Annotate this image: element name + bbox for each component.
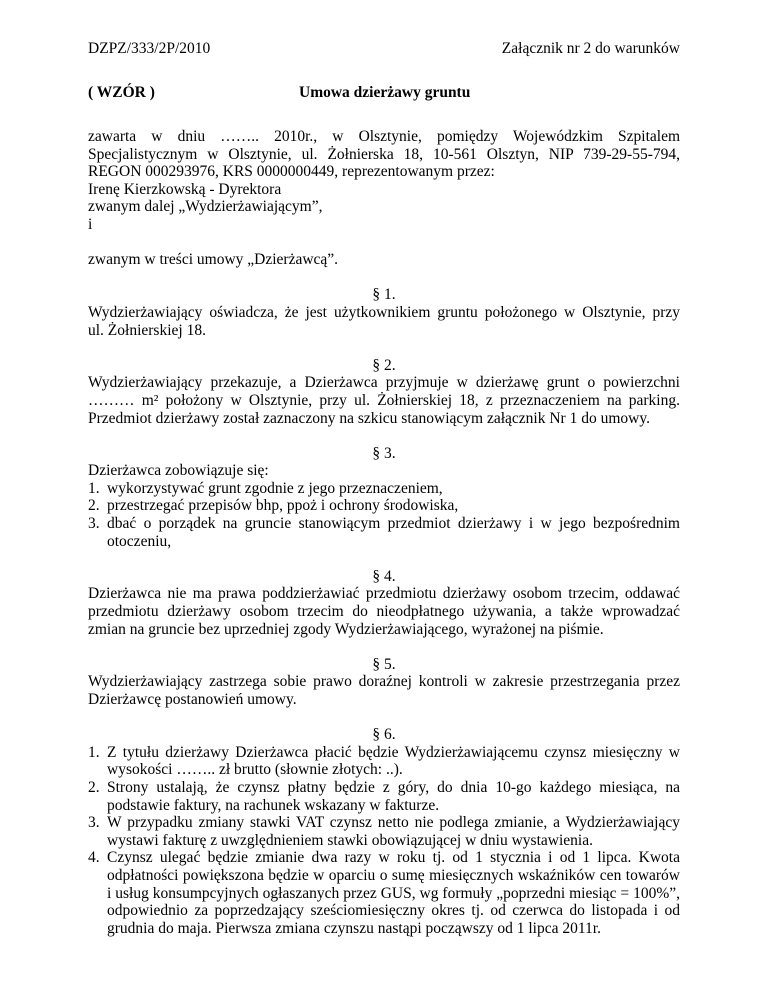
section-1 <box>88 286 680 339</box>
list-number: 1. <box>88 479 100 497</box>
section-heading: § 6. <box>372 726 396 744</box>
list-item <box>88 779 680 814</box>
list-item <box>88 849 680 937</box>
list-number: 4. <box>88 849 100 867</box>
list-text: Z tytułu dzierżawy Dzierżawca płacić będzie Wydzierżawiającemu czynsz miesięczny w wysokości …….. zł brutto (słownie złotych: ..). <box>107 743 680 779</box>
section-line: Przedmiot dzierżawy został zaznaczony na szkicu stanowiącym załącznik Nr 1 do umowy. <box>88 409 650 427</box>
list-text: wykorzystywać grunt zgodnie z jego przeznaczeniem, <box>107 479 443 497</box>
section-line: zmian na gruncie bez uprzedniej zgody Wydzierżawiającego, wyrażonej na piśmie. <box>88 620 604 638</box>
list-number: 3. <box>88 814 100 832</box>
intro-paragraph <box>88 128 680 269</box>
section-heading: § 3. <box>372 444 396 462</box>
section-heading: § 2. <box>372 356 396 374</box>
title-row <box>88 84 680 102</box>
intro-line: zwanym dalej „Wydzierżawiającym”, <box>88 198 323 216</box>
list-item <box>88 814 680 849</box>
intro-line: i <box>88 215 93 233</box>
list-number: 2. <box>88 778 100 796</box>
intro-line: zwanym w treści umowy „Dzierżawcą”. <box>88 251 339 269</box>
section-line: Wydzierżawiający zastrzega sobie prawo doraźnej kontroli w zakresie przestrzegania przez <box>88 673 680 691</box>
list-text: dbać o porządek na gruncie stanowiącym przedmiot dzierżawy i w jego bezpośrednim otoczeniu, <box>107 515 680 550</box>
list-text: W przypadku zmiany stawki VAT czynsz netto nie podlega zmianie, a Wydzierżawiający wystawi fakturę z uwzględnieniem stawki obowiązującej w dniu wystawienia. <box>107 814 680 849</box>
list-item <box>88 497 680 515</box>
list-text: Czynsz ulegać będzie zmianie dwa razy w roku tj. od 1 stycznia i od 1 lipca. Kwota odpłatności powiększona będzie w oparciu o sumę miesięcznych wskaźników cen towarów i usług konsumpcyjnych ogłaszanych przez GUS, wg formuły „poprzedni miesiąc = 100%”, odpowiednio za poprzedzający sześciomiesięczny okres tj. od czerwca do listopada i od grudnia do maja. Pierwsza zmiana czynszu nastąpi począwszy od 1 lipca 2011r. <box>107 849 680 937</box>
list-text: przestrzegać przepisów bhp, ppoż i ochrony środowiska, <box>107 497 459 515</box>
section-line: ……… m² położony w Olsztynie, przy ul. Żołnierskiej 18, z przeznaczeniem na parking. <box>88 391 680 409</box>
section-4 <box>88 568 680 638</box>
section-5 <box>88 656 680 709</box>
document-number: DZPZ/333/2P/2010 <box>88 40 211 57</box>
section-heading: § 4. <box>372 567 396 585</box>
section-line: Dzierżawcę postanowień umowy. <box>88 691 297 708</box>
rent-terms-list <box>88 744 680 938</box>
list-number: 3. <box>88 515 100 533</box>
intro-line: REGON 000293976, KRS 0000000449, reprezentowanym przez: <box>88 163 495 181</box>
section-line: Dzierżawca nie ma prawa poddzierżawiać przedmiotu dzierżawy osobom trzecim, oddawać <box>88 585 680 603</box>
attachment-label: Załącznik nr 2 do warunków <box>501 40 680 57</box>
section-intro: Dzierżawca zobowiązuje się: <box>88 462 269 480</box>
document-body <box>88 128 680 937</box>
list-number: 1. <box>88 743 100 761</box>
list-item <box>88 515 680 550</box>
section-line: ul. Żołnierskiej 18. <box>88 321 206 339</box>
document-title: Umowa dzierżawy gruntu <box>299 84 471 101</box>
section-line: przedmiotu dzierżawy osobom trzecim do nieodpłatnego używania, a także wprowadzać <box>88 603 680 621</box>
intro-line: zawarta w dniu …….. 2010r., w Olsztynie, pomiędzy Wojewódzkim Szpitalem <box>88 128 680 145</box>
section-2 <box>88 357 680 427</box>
list-item <box>88 744 680 779</box>
obligations-list <box>88 480 680 550</box>
section-heading: § 5. <box>372 655 396 673</box>
template-label: ( WZÓR ) <box>88 84 155 101</box>
page-header <box>88 40 680 58</box>
section-line: Wydzierżawiający oświadcza, że jest użytkownikiem gruntu położonego w Olsztynie, przy <box>88 303 680 321</box>
intro-line: Specjalistycznym w Olsztynie, ul. Żołnierska 18, 10-561 Olsztyn, NIP 739-29-55-794, <box>88 145 680 163</box>
list-item <box>88 480 680 498</box>
intro-line: Irenę Kierzkowską - Dyrektora <box>88 180 282 198</box>
section-6 <box>88 726 680 937</box>
section-3 <box>88 445 680 551</box>
section-heading: § 1. <box>372 286 396 304</box>
section-line: Wydzierżawiający przekazuje, a Dzierżawca przyjmuje w dzierżawę grunt o powierzchni <box>88 374 680 392</box>
list-number: 2. <box>88 497 100 515</box>
list-text: Strony ustalają, że czynsz płatny będzie z góry, do dnia 10-go każdego miesiąca, na podstawie faktury, na rachunek wskazany w fakturze. <box>107 778 680 814</box>
